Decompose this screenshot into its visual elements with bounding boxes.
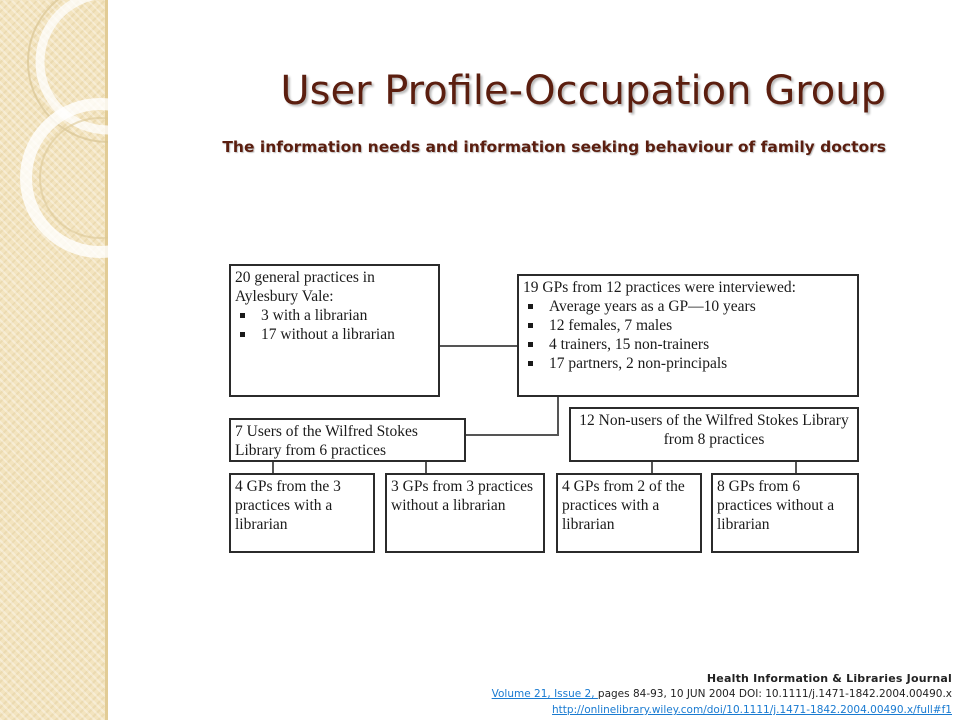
volume-link[interactable]: Volume 21, Issue 2, xyxy=(491,688,598,700)
leaf-box-text: 4 GPs from the 3 practices with a librarian xyxy=(235,478,341,533)
leaf-box-text: 3 GPs from 3 practices without a librarian xyxy=(391,478,534,514)
page-subtitle: The information needs and information seeking behaviour of family doctors xyxy=(222,138,886,156)
citation-details-line xyxy=(492,686,952,702)
library-nonusers-text: 12 Non-users of the Wilfred Stokes Library from 8 practices xyxy=(579,412,849,448)
interviewed-box xyxy=(517,274,859,397)
leaf-box-nonusers-with-librarian xyxy=(556,473,702,553)
leaf-box-text: 8 GPs from 6 practices without a librarian xyxy=(717,478,835,533)
practices-heading: 20 general practices in Aylesbury Vale: xyxy=(235,269,375,305)
citation-details: pages 84-93, 10 JUN 2004 DOI: 10.1111/j.1471-1842.2004.00490.x xyxy=(597,688,952,700)
library-users-text: 7 Users of the Wilfred Stokes Library from 6 practices xyxy=(235,423,418,459)
list-item: 3 with a librarian xyxy=(261,306,434,325)
leaf-box-users-with-librarian xyxy=(229,473,375,553)
connector-interviewed-down xyxy=(557,396,559,435)
interviewed-list xyxy=(523,297,853,373)
list-item: 17 without a librarian xyxy=(261,325,434,344)
library-nonusers-box xyxy=(569,407,859,462)
journal-name: Health Information & Libraries Journal xyxy=(706,672,952,685)
connector-to-users xyxy=(465,434,559,436)
library-users-box xyxy=(229,418,466,462)
leaf-box-nonusers-without-librarian xyxy=(711,473,859,553)
page-title: User Profile-Occupation Group xyxy=(280,68,886,114)
practices-list xyxy=(235,306,434,344)
article-url-link[interactable]: http://onlinelibrary.wiley.com/doi/10.1111/j.1471-1842.2004.00490.x/full#f1 xyxy=(552,704,952,716)
list-item: 12 females, 7 males xyxy=(549,316,853,335)
leaf-box-users-without-librarian xyxy=(385,473,545,553)
list-item: 17 partners, 2 non-principals xyxy=(549,354,853,373)
list-item: 4 trainers, 15 non-trainers xyxy=(549,335,853,354)
citation-block xyxy=(492,671,952,718)
leaf-box-text: 4 GPs from 2 of the practices with a librarian xyxy=(562,478,685,533)
interviewed-heading: 19 GPs from 12 practices were interviewed: xyxy=(523,279,796,296)
practices-box xyxy=(229,264,440,397)
list-item: Average years as a GP—10 years xyxy=(549,297,853,316)
connector-practices-to-interviewed xyxy=(439,345,518,347)
citation-url-line xyxy=(492,702,952,718)
